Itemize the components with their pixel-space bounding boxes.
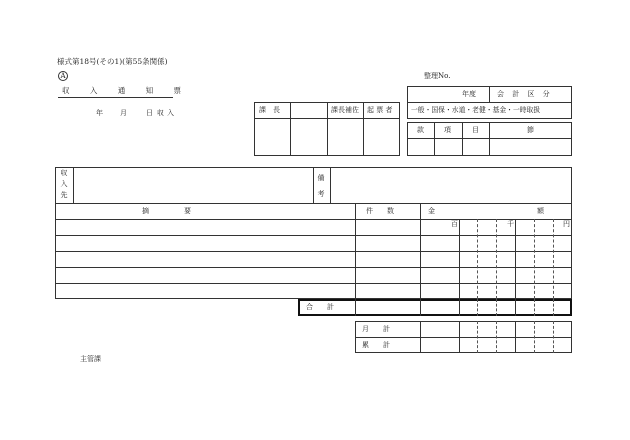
shunyu-saki-char-1: 収: [60, 169, 68, 177]
stamp-col-divider-3: [363, 102, 364, 156]
total-sep-sen: [515, 299, 516, 316]
biko-left-divider: [313, 167, 314, 203]
shunyu-saki-char-3: 先: [60, 191, 68, 199]
kkms-divider-1: [434, 122, 435, 156]
date-year: 年: [96, 109, 103, 117]
shunyu-saki-label: [59, 168, 69, 201]
recipient-label-divider: [73, 167, 74, 203]
date-day: 日: [146, 109, 153, 117]
grand-total-label: 合 計: [306, 303, 334, 311]
amount-sep-sen: [515, 219, 516, 299]
total-dash-3: [534, 299, 535, 316]
class-row-divider: [407, 102, 572, 103]
total-label-divider: [355, 299, 356, 316]
amount-dash-4: [553, 219, 554, 299]
date-shunyu: 収入: [157, 109, 177, 117]
amount-dash-2: [496, 219, 497, 299]
seiri-number-label: 整理No.: [424, 72, 451, 80]
kingaku-header-gaku: 額: [537, 207, 544, 215]
nendo-label: 年度: [462, 90, 476, 98]
total-dash-1: [477, 299, 478, 316]
amount-dash-3: [534, 219, 535, 299]
monthly-total-label: 月 計: [362, 325, 390, 333]
period-dash-2: [496, 321, 497, 353]
period-row-divider: [355, 337, 572, 338]
amount-dash-1: [477, 219, 478, 299]
class-nendo-divider: [489, 86, 490, 102]
data-row-divider-3: [55, 267, 572, 268]
form-number: 様式第18号(その1)(第55条関係): [57, 57, 168, 66]
stamp-label-kacho-hosa: 課長補佐: [331, 106, 359, 114]
circled-a-letter: A: [60, 72, 66, 80]
title-underline: [58, 97, 173, 98]
data-row-divider-2: [55, 251, 572, 252]
stamp-col-divider-1: [290, 102, 291, 156]
circled-a-mark: [58, 71, 68, 81]
recipient-row-divider: [55, 203, 572, 204]
shunyu-saki-char-2: 入: [60, 180, 68, 188]
data-row-divider-1: [55, 235, 572, 236]
period-dash-1: [477, 321, 478, 353]
total-dash-2: [496, 299, 497, 316]
data-row-divider-4: [55, 283, 572, 284]
tekiyo-header: 摘 要: [142, 207, 191, 215]
kingaku-header-kin: 金: [428, 207, 435, 215]
stamp-label-kihyosha: 起 票 者: [367, 106, 393, 114]
kaikei-kubun-label: 会 計 区 分: [497, 90, 553, 98]
responsible-department-label: 主管課: [80, 355, 101, 363]
period-dash-4: [553, 321, 554, 353]
biko-char-2: 考: [317, 190, 325, 198]
biko-label: [316, 170, 326, 202]
kkms-divider-2: [462, 122, 463, 156]
kaikei-kubun-options: 一般・国保・水道・老健・基金・一時取扱: [411, 106, 541, 114]
total-sep-hyaku: [459, 299, 460, 316]
period-sep-hyaku: [459, 321, 460, 353]
total-kensu-divider: [420, 299, 421, 316]
stamp-label-kacho: 課 長: [259, 106, 280, 114]
amount-sep-hyaku: [459, 219, 460, 299]
moku-label: 目: [472, 126, 479, 134]
kou-label: 項: [444, 126, 451, 134]
setsu-label: 節: [527, 126, 534, 134]
form-title: 収 入 通 知 票: [62, 86, 191, 95]
kan-label: 款: [417, 126, 424, 134]
biko-right-divider: [330, 167, 331, 203]
unit-sen: 千: [507, 220, 514, 228]
kkms-divider-3: [489, 122, 490, 156]
cumulative-total-label: 累 計: [362, 341, 390, 349]
period-sep-sen: [515, 321, 516, 353]
date-month: 月: [120, 109, 127, 117]
period-dash-3: [534, 321, 535, 353]
period-label-divider: [420, 321, 421, 353]
stamp-col-divider-2: [327, 102, 328, 156]
column-header-divider: [55, 219, 572, 220]
biko-char-1: 備: [317, 174, 325, 182]
unit-en: 円: [563, 220, 570, 228]
grand-total-row: [298, 299, 572, 316]
kensu-header: 件 数: [366, 207, 394, 215]
total-dash-4: [553, 299, 554, 316]
unit-hyaku: 百: [451, 220, 458, 228]
